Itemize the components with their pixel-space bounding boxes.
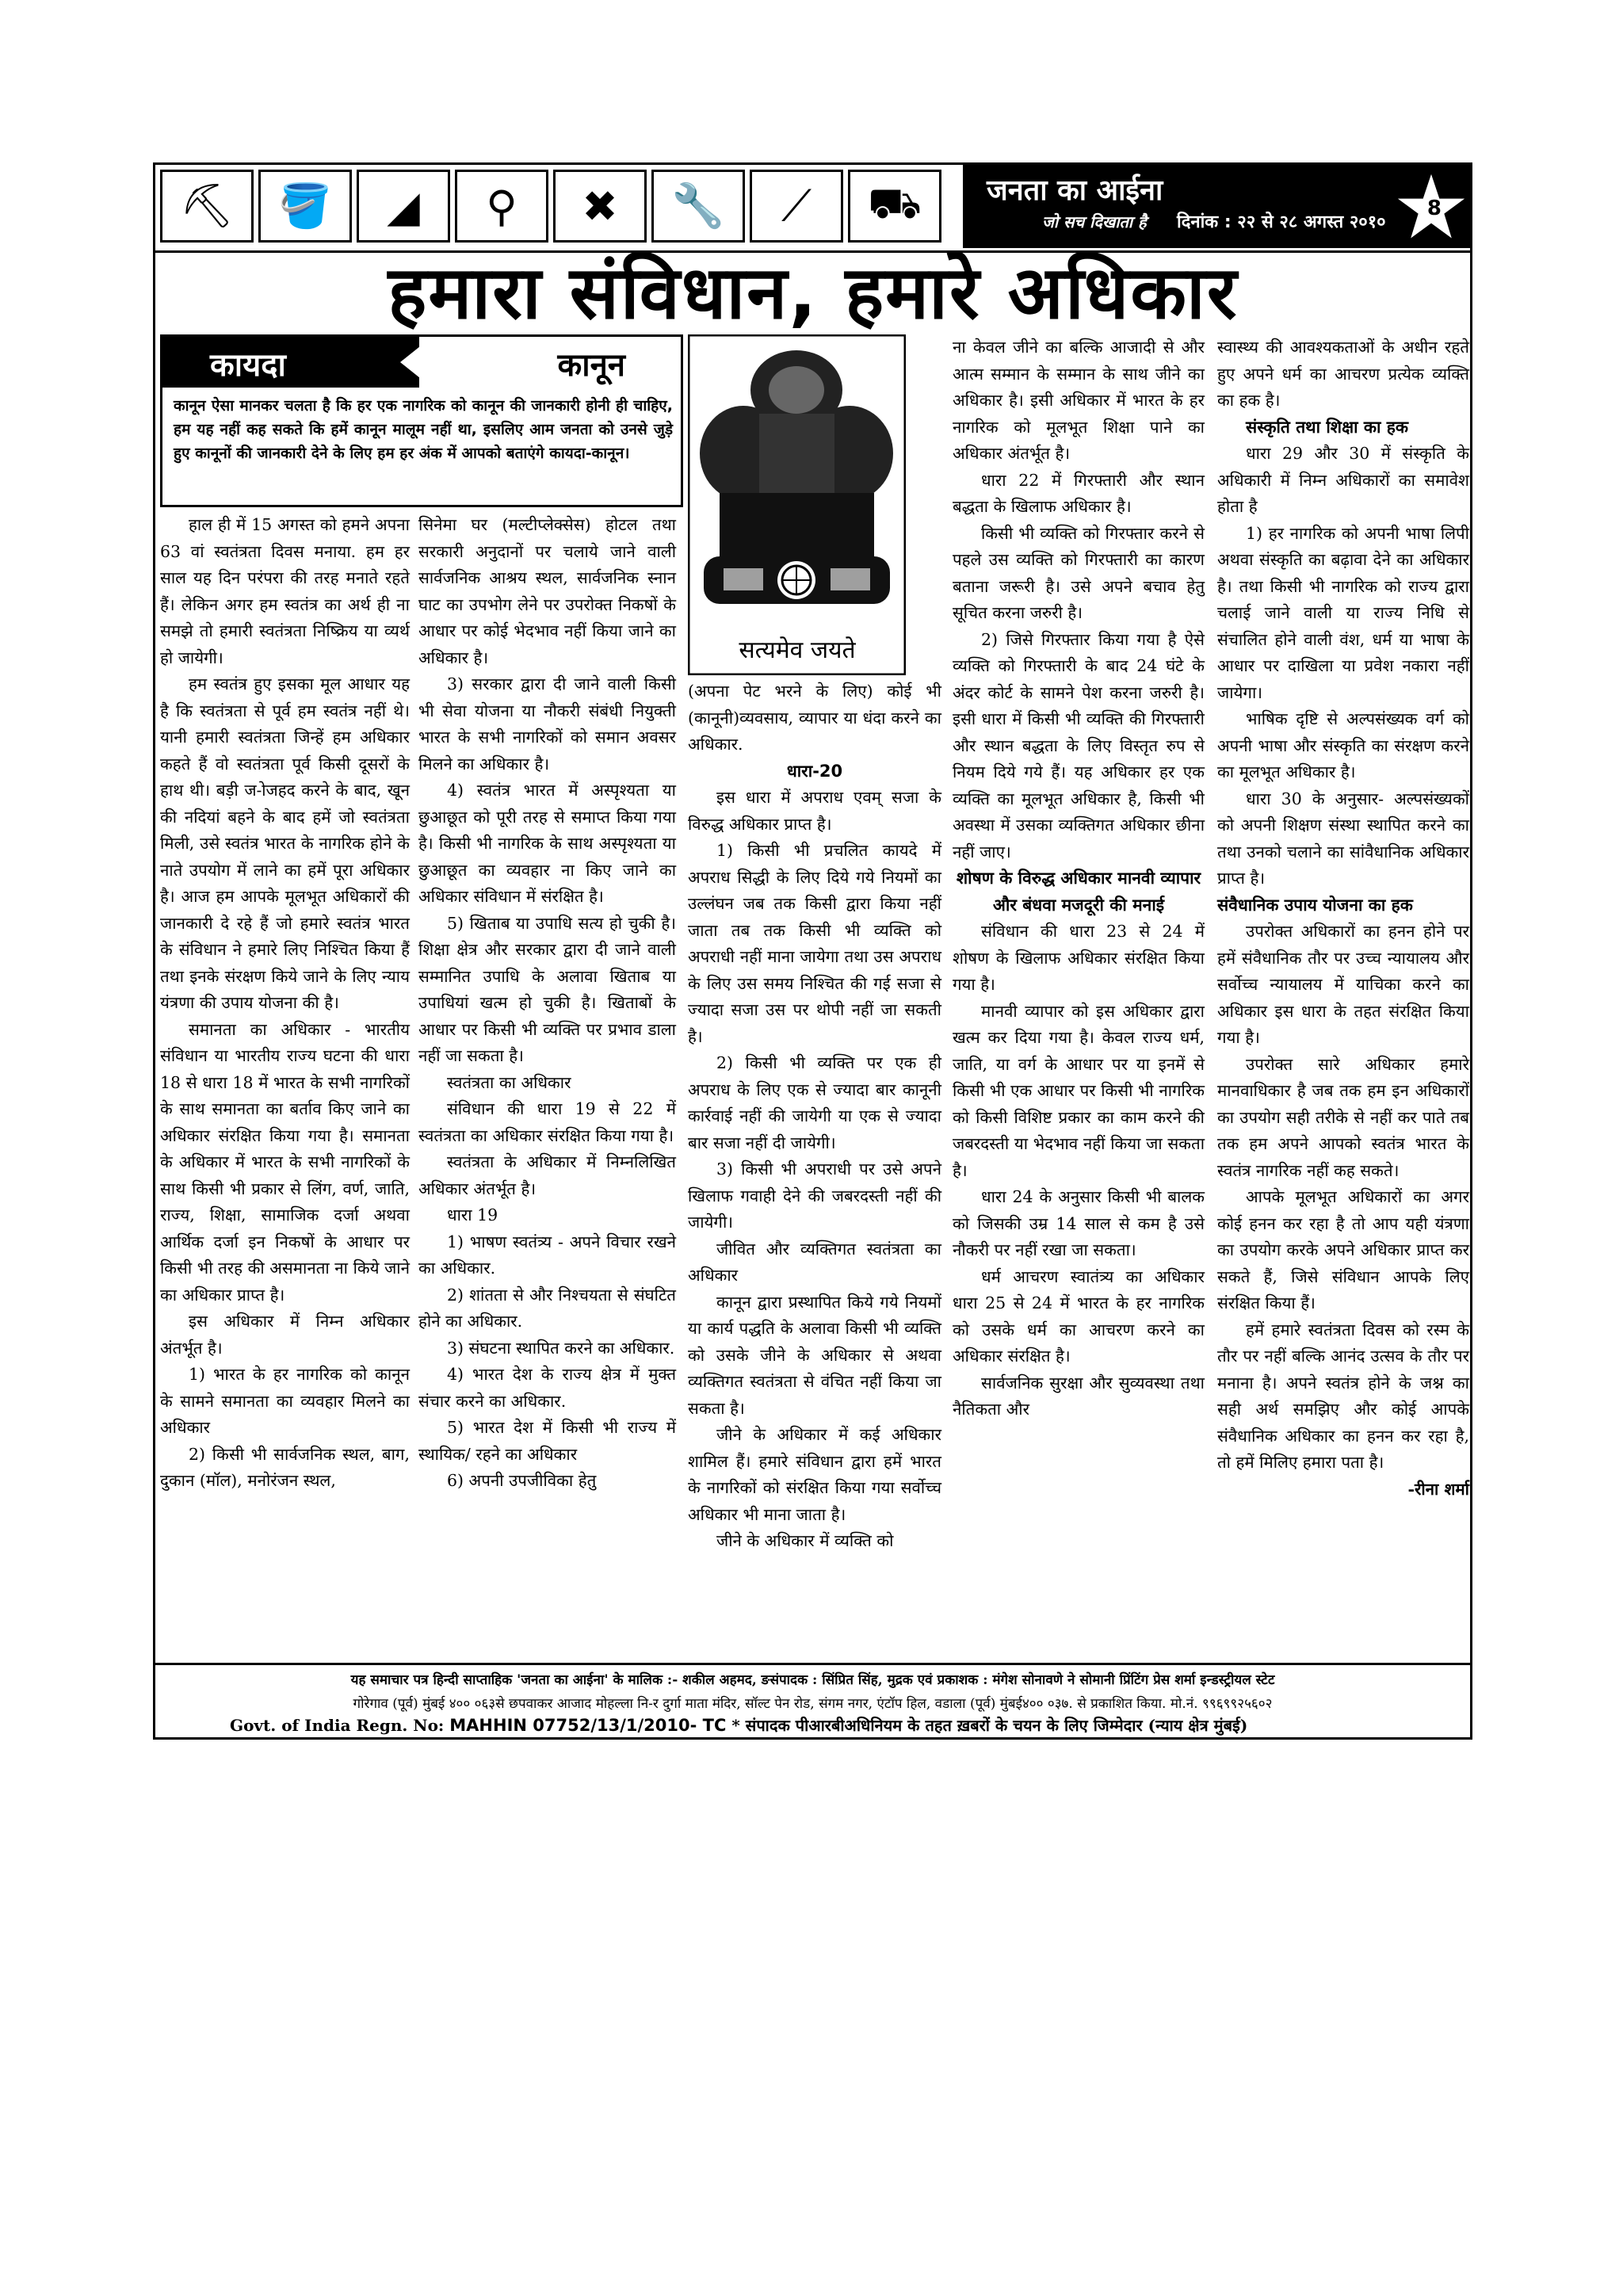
paragraph: इस अधिकार में निम्न अधिकार अंतर्भूत है। [160,1312,410,1358]
trowel-icon: ◢ [357,170,450,243]
headline: हमारा संविधान, हमारे अधिकार [388,250,1239,335]
kayda-intro: कानून ऐसा मानकर चलता है कि हर एक नागरिक को कानून की जानकारी होनी ही चाहिए, हम यह नहीं कह सकते कि हमें कानून मालूम नहीं था, इसलिए आम जनता को उनसे जुड़े हुए कानूनों की जानकारी देने के लिए हम हर अंक में आपको बताएंगे कायदा-कानून। [174,397,673,462]
paragraph: हम स्वतंत्र हुए इसका मूल आधार यह है कि स्वतंत्रता से पूर्व हम स्वतंत्र नहीं थे। यानी हमारी स्वतंत्रता जिन्हें हम अधिकार कहते हैं वो स्वतंत्रता पूर्व किसी दूसरों के हाथ थी। बड़ी ज-ोजहद करने के बाद, खून की नदियां बहने के बाद हमें जो स्वतंत्रता मिली, उसे स्वतंत्र भारत के नागरिक होने के नाते उपयोग में लाने का हमें पूरा अधिकार है। आज हम आपके मूलभूत अधिकारों की जानकारी दे रहे हैं जो हमारे स्वतंत्र भारत के संविधान ने हमारे लिए निश्चित किया हैं तथा इनके संरक्षण किये जाने के लिए न्याय यंत्रणा की उपाय योजना की है। [160,674,410,1012]
paragraph: (अपना पेट भरने के लिए) कोई भी (कानूनी)व्यवसाय, व्यापार या धंदा करने का अधिकार. [688,682,941,754]
tool-icons-strip [160,170,960,244]
kayda-kanoon-box [160,334,683,507]
paragraph: हमें हमारे स्वतंत्रता दिवस को रस्म के तौर पर नहीं बल्कि आनंद उत्सव के तौर पर मनाना है। अपने स्वतंत्र होने के जश्न का सही अर्थ समझिए और कोई आपके संवैधानिक अधिकार का हनन कर रहा है, तो हमें मिलिए हमारा पता है। [1217,1320,1469,1472]
kayda-banner [162,337,681,388]
wheelbarrow-icon: ⛟ [848,170,941,243]
paragraph: उपरोक्त अधिकारों का हनन होने पर हमें संवैधानिक तौर पर उच्च न्यायालय और सर्वोच्च न्यायालय में याचिका करने का अधिकार इस धारा के तहत संरक्षित किया गया है। [1217,922,1469,1047]
paper-title-box [963,165,1470,248]
paragraph: 2) किसी भी सार्वजनिक स्थल, बाग, दुकान (मॉल), मनोरंजन स्थल, [160,1444,410,1490]
paragraph: इस धारा में अपराध एवम् सजा के विरुद्ध अधिकार प्राप्त है। [688,788,941,834]
emblem-motto: सत्यमेव जयते [739,636,856,664]
paragraph: 4) स्वतंत्र भारत में अस्पृश्यता या छुआछूत को पूरी तरह से समाप्त किया गया है। किसी भी नागरिक के साथ अस्पृश्यता या छुआछूत का व्यवहार ना किए जाने का अधिकार संविधान में संरक्षित है। [418,781,676,906]
page-number: 8 [1426,197,1442,220]
paragraph: सार्वजनिक सुरक्षा और सुव्यवस्था तथा नैतिकता और [953,1373,1205,1419]
newspaper-page [153,162,1472,1740]
imprint-line-2: गोरेगाव (पूर्व) मुंबई ४०० ०६३से छपवाकर आजाद मोहल्ला नि-र दुर्गा माता मंदिर, सॉल्ट पेन रोड, संगम नगर, एंटॉप हिल, वडाला (पूर्व) मुंबई४०० ०३७. से प्रकाशित किया. मो.नं. ९९६९९२५६०२ [353,1696,1273,1712]
arrow-icon [400,337,432,388]
kanoon-label: कानून [557,347,625,384]
paragraph: सिनेमा घर (मल्टीप्लेक्सेस) होटल तथा सरकारी अनुदानों पर चलाये जाने वाली सार्वजनिक आश्रय स्थल, सार्वजनिक स्नान घाट का उपभोग लेने पर उपरोक्त निकषों के आधार पर कोई भेदभाव नहीं किया जाने का अधिकार है। [418,515,676,667]
regn-number: MAHHIN 07752/13/1/2010- TC [449,1716,727,1735]
paragraph: 1) भारत के हर नागरिक को कानून के सामने समानता का व्यवहार मिलने का अधिकार [160,1365,410,1437]
column-4 [953,334,1205,1423]
paragraph: भाषिक दृष्टि से अल्पसंख्यक वर्ग को अपनी भाषा और संस्कृति का संरक्षण करने का मूलभूत अधिकार है। [1217,709,1469,781]
paragraph: 4) भारत देश के राज्य क्षेत्र में मुक्त संचार करने का अधिकार. [418,1365,676,1411]
paragraph: 3) सरकार द्वारा दी जाने वाली किसी भी सेवा योजना या नौकरी संबंधी नियुक्ती भारत के सभी नागरिकों को समान अवसर मिलने का अधिकार है। [418,674,676,774]
axe-icon: ⟋ [750,170,843,243]
paper-tagline: जो सच दिखाता है [1042,212,1147,231]
section-heading: धारा 19 [447,1205,498,1224]
paragraph: 3) किसी भी अपराधी पर उसे अपने खिलाफ गवाही देने की जबरदस्ती नहीं की जायेगी। [688,1159,941,1232]
column-2 [418,512,676,1495]
paragraph: कानून द्वारा प्रस्थापित किये गये नियमों या कार्य पद्धति के अलावा किसी भी व्यक्ति को उसके जीने के अधिकार से अथवा व्यक्तिगत स्वतंत्रता से वंचित नहीं किया जा सकता है। [688,1292,941,1418]
section-heading: शोषण के विरुद्ध अधिकार मानवी व्यापार और बंधवा मजदूरी की मनाई [956,869,1201,915]
imprint-line-1: यह समाचार पत्र हिन्दी साप्ताहिक 'जनता का आईना' के मालिक :- शकील अहमद, ङसंपादक : सिंप्रित सिंह, मुद्रक एवं प्रकाशक : मंगेश सोनावणे ने सोमानी प्रिंटिंग प्रेस शर्मा इन्डस्ट्रीयल स्टेट [350,1672,1275,1688]
paragraph: 2) शांतता से और निश्चयता से संघटित होने का अधिकार. [418,1285,676,1331]
regn-prefix: Govt. of India Regn. No: [230,1716,445,1735]
paragraph: 5) भारत देश में किसी भी राज्य में स्थायिक/ रहने का अधिकार [418,1418,676,1464]
paragraph: संविधान की धारा 19 से 22 में स्वतंत्रता का अधिकार संरक्षित किया गया है। [418,1099,676,1145]
paragraph: उपरोक्त सारे अधिकार हमारे मानवाधिकार है जब तक हम इन अधिकारों का उपयोग सही तरीके से नहीं कर पाते तब तक हम अपने आपको स्वतंत्र भारत के स्वतंत्र नागरिक नहीं कह सकते। [1217,1054,1469,1180]
paragraph: हाल ही में 15 अगस्त को हमने अपना 63 वां स्वतंत्रता दिवस मनाया. हम हर साल यह दिन परंपरा की तरह मनाते रहते हैं। लेकिन अगर हम स्वतंत्र का अर्थ ही ना समझे तो हमारी स्वतंत्रता निष्क्रिय या व्यर्थ हो जायेगी। [160,515,410,667]
tap-icon: ⚲ [455,170,548,243]
paragraph: स्वतंत्रता के अधिकार में निम्नलिखित अधिकार अंतर्भूत है। [418,1152,676,1198]
paragraph: संविधान की धारा 23 से 24 में शोषण के खिलाफ अधिकार संरक्षित किया गया है। [953,922,1205,994]
paragraph: 2) जिसे गिरफ्तार किया गया है ऐसे व्यक्ति को गिरफ्तारी के बाद 24 घंटे के अंदर कोर्ट के सामने पेश करना जरुरी है। इसी धारा में किसी भी व्यक्ति की गिरफ्तारी और स्थान बद्धता के लिए विस्तृत रुप से नियम दिये गये हैं। यह अधिकार हर एक व्यक्ति का मूलभूत अधिकार है, किसी भी अवस्था में उसका व्यक्तिगत अधिकार छीना नहीं जाए। [953,629,1205,861]
paragraph: आपके मूलभूत अधिकारों का अगर कोई हनन कर रहा है तो आप यही यंत्रणा का उपयोग करके अपने अधिकार प्राप्त कर सकते हैं, जिसे संविधान आपके लिए संरक्षित किया हैं। [1217,1187,1469,1312]
column-1 [160,512,410,1495]
paragraph: धारा 30 के अनुसार- अल्पसंख्यकों को अपनी शिक्षण संस्था स्थापित करने का तथा उनको चलाने का सांवैधानिक अधिकार प्राप्त है। [1217,789,1469,888]
paragraph: 1) किसी भी प्रचलित कायदे में अपराध सिद्धी के लिए दिये गये नियमों का उल्लंघन जब तक किसी द्वारा किया नहीं जाता तब तक किसी भी व्यक्ति को अपराधी नहीं माना जायेगा तथा उस अपराध के लिए उस समय निश्चित की गई सजा से ज्यादा सजा उस पर थोपी नहीं जा सकती है। [688,841,941,1046]
paragraph: ना केवल जीने का बल्कि आजादी से और आत्म सम्मान के सम्मान के साथ जीने का अधिकार है। इसी अधिकार में भारत के हर नागरिक को मूलभूत शिक्षा पाने का अधिकार अंतर्भूत है। [953,338,1205,463]
paper-name: जनता का आईना [987,174,1163,207]
paragraph: धर्म आचरण स्वातंत्र्य का अधिकार धारा 25 से 24 में भारत के हर नागरिक को उसके धर्म का आचरण करने का अधिकार संरक्षित है। [953,1266,1205,1366]
paragraph: धारा 24 के अनुसार किसी भी बालक को जिसकी उम्र 14 साल से कम है उसे नौकरी पर नहीं रखा जा सकता। [953,1187,1205,1259]
footer-imprint [155,1663,1470,1740]
masthead [155,165,1470,253]
paragraph: मानवी व्यापार को इस अधिकार द्वारा खत्म कर दिया गया है। केवल राज्य धर्म, जाति, या वर्ग के आधार पर या इनमें से किसी भी एक आधार पर किसी भी नागरिक को किसी विशिष्ट प्रकार का काम करने की जबरदस्ती या भेदभाव नहीं किया जा सकता है। [953,1001,1205,1180]
column-5 [1217,334,1469,1503]
paragraph: जीने के अधिकार में व्यक्ति को [716,1531,894,1550]
section-heading: जीवित और व्यक्तिगत स्वतंत्रता का अधिकार [688,1239,941,1285]
paragraph: स्वास्थ्य की आवश्यकताओं के अधीन रहते हुए अपने धर्म का आचरण प्रत्येक व्यक्ति का हक है। [1217,338,1469,410]
hoe-icon: ⛏ [160,170,254,243]
kayda-label: कायदा [210,347,286,384]
section-heading: स्वतंत्रता का अधिकार [447,1072,571,1092]
paragraph: 1) हर नागरिक को अपनी भाषा लिपी अथवा संस्कृति का बढ़ावा देने का अधिकार है। तथा किसी भी नागरिक को राज्य द्वारा चलाई जाने वाली या राज्य निधि से संचालित होने वाली वंश, धर्म या भाषा के आधार पर दाखिला या प्रवेश नकारा नहीं जायेगा। [1217,523,1469,702]
paragraph: धारा 22 में गिरफ्तारी और स्थान बद्धता के खिलाफ अधिकार है। [953,470,1205,516]
paragraph: 5) खिताब या उपाधि सत्य हो चुकी है। शिक्षा क्षेत्र और सरकार द्वारा दी जाने वाली सम्मानित उपाधि के अलावा खिताब या उपाधियां खत्म हो चुकी है। खिताबों के आधार पर किसी भी व्यक्ति पर प्रभाव डाला नहीं जा सकता है। [418,913,676,1065]
paragraph: 1) भाषण स्वतंत्र्य - अपने विचार रखने का अधिकार. [418,1232,676,1278]
paragraph: 6) अपनी उपजीविका हेतु [447,1471,597,1490]
registration-line [230,1714,1419,1736]
wrench-icon: 🔧 [651,170,745,243]
editor-note: * संपादक पीआरबीअधिनियम के तहत ख़बरों के चयन के लिए जिम्मेदार (न्याय क्षेत्र मुंबई) [731,1716,1248,1735]
paragraph: किसी भी व्यक्ति को गिरफ्तार करने से पहले उस व्यक्ति को गिरफ्तारी का कारण बताना जरूरी है। उसे अपने बचाव हेतु सूचित करना जरुरी है। [953,523,1205,622]
paragraph: जीने के अधिकार में कई अधिकार शामिल हैं। हमारे संविधान द्वारा हमें भारत के नागरिकों को संरक्षित किया गया सर्वोच्च अधिकार भी माना जाता है। [688,1425,941,1524]
ashoka-emblem-icon [688,334,906,675]
column-3 [688,678,941,1555]
author-signature: -रीना शर्मा [1407,1479,1469,1499]
section-heading: संस्कृति तथा शिक्षा का हक [1246,417,1409,437]
paint-bucket-icon: 🪣 [258,170,352,243]
issue-date: दिनांक : २२ से २८ अगस्त २०१० [1177,212,1386,232]
paragraph: 3) संघटना स्थापित करने का अधिकार. [447,1338,675,1358]
paragraph: समानता का अधिकार - भारतीय संविधान या भारतीय राज्य घटना की धारा 18 से धारा 18 में भारत के सभी नागरिकों के साथ समानता का बर्ताव किए जाने का अधिकार संरक्षित किया गया है। समानता के अधिकार में भारत के सभी नागरिकों के साथ किसी भी प्रकार से लिंग, वर्ण, जाति, राज्य, शिक्षा, सामाजिक दर्जा अथवा आर्थिक दर्जा इन निकषों के आधार पर किसी भी तरह की असमानता ना किये जाने का अधिकार प्राप्त है। [160,1019,410,1305]
tools-icon: ✖ [553,170,647,243]
section-heading: धारा-20 [786,761,843,781]
paragraph: 2) किसी भी व्यक्ति पर एक ही अपराध के लिए एक से ज्यादा बार कानूनी कार्रवाई नहीं की जायेगी या एक से ज्यादा बार सजा नहीं दी जायेगी। [688,1053,941,1152]
section-heading: संवैधानिक उपाय योजना का हक [1217,895,1413,915]
paragraph: धारा 29 और 30 में संस्कृति के अधिकारी में निम्न अधिकारों का समावेश होता है [1217,444,1469,516]
